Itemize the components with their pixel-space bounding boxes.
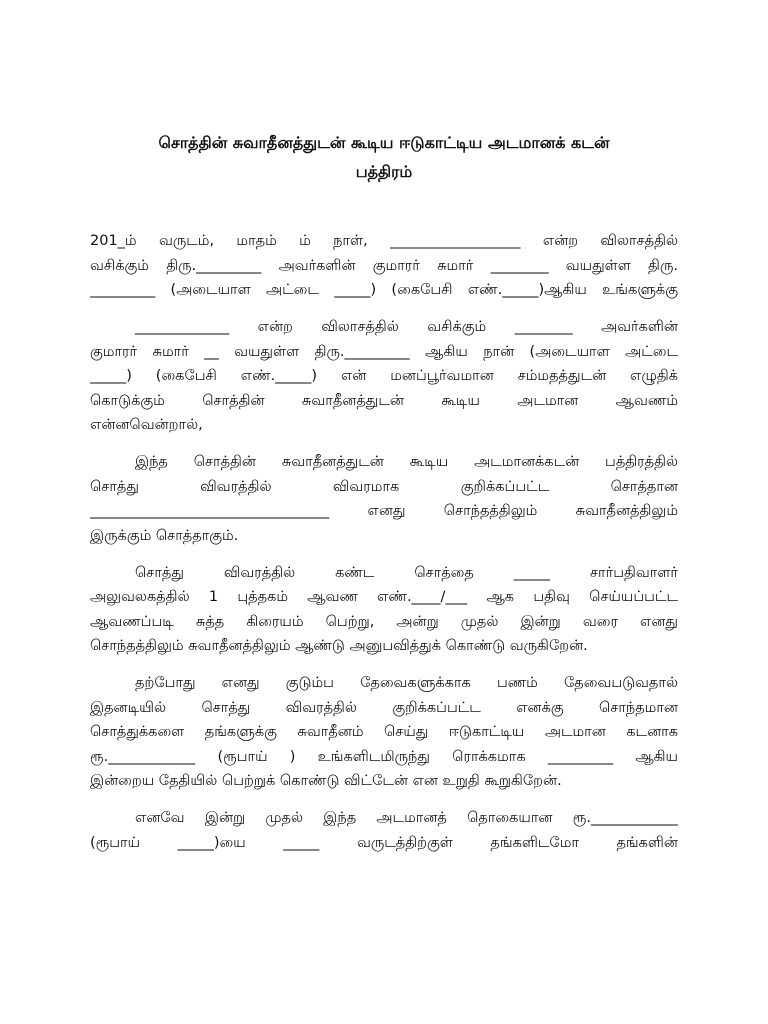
text-line: என்னவென்றால், (90, 417, 203, 433)
paragraph-1 (90, 229, 678, 303)
text-line: 201_ம் வருடம், மாதம் ம் நாள், __________________ என்ற விலாசத்தில் (90, 233, 678, 249)
text-line: _____) (கைபேசி எண்._____) என் மனப்பூர்வமான சம்மதத்துடன் எழுதிக் (90, 368, 678, 384)
text-line: இருக்கும் சொத்தாகும். (90, 527, 239, 544)
text-line: (ரூபாய் _____)யை _____ வருடத்திற்குள் தங்களிடமோ தங்களின் (90, 834, 678, 851)
text-line: ஆவணப்படி சுத்த கிரையம் பெற்று, அன்று முதல் இன்று வரை எனது (90, 613, 678, 630)
text-line: ரூ.____________ (ரூபாய் ) உங்களிடமிருந்து ரொக்கமாக _________ ஆகிய (90, 748, 678, 765)
text-line: இதனடியில் சொத்து விவரத்தில் குறிக்கப்பட்ட எனக்கு சொந்தமான (90, 699, 678, 716)
text-line: குமாரர் சுமார் __ வயதுள்ள திரு._________ ஆகிய நான் (அடையாள அட்டை (90, 343, 678, 360)
document-title (90, 128, 678, 186)
text-line: இந்த சொத்தின் சுவாதீனத்துடன் கூடிய அடமானக்கடன் பத்திரத்தில் (135, 454, 678, 470)
text-line: சொத்து விவரத்தில் கண்ட சொத்தை _____ சார்பதிவாளர் (135, 564, 678, 581)
text-line: அலுவலகத்தில் 1 புத்தகம் ஆவண எண்.____/___ ஆக பதிவு செய்யப்பட்ட (90, 589, 678, 605)
text-line: எனவே இன்று முதல் இந்த அடமானத் தொகையான ரூ.____________ (135, 810, 678, 826)
text-line: கொடுக்கும் சொத்தின் சுவாதீனத்துடன் கூடிய அடமான ஆவணம் (90, 392, 678, 409)
text-line: சொந்தத்திலும் சுவாதீனத்திலும் ஆண்டு அனுபவித்துக் கொண்டு வருகிறேன். (90, 638, 588, 654)
text-line: _________ (அடையாள அட்டை _____) (கைபேசி எண்._____)ஆகிய உங்களுக்கு (90, 282, 678, 298)
text-line: _____________ என்ற விலாசத்தில் வசிக்கும் ________ அவர்களின் (135, 319, 678, 335)
paragraph-2 (90, 315, 678, 438)
text-line: _________________________________ எனது சொந்தத்திலும் சுவாதீனத்திலும் (90, 503, 678, 519)
paragraph-5 (90, 671, 678, 794)
title-line-2: பத்திரம் (355, 162, 413, 181)
paragraph-6 (90, 806, 678, 855)
document-body (90, 229, 678, 855)
text-line: இன்றைய தேதியில் பெற்றுக் கொண்டு விட்டேன் என உறுதி கூறுகிறேன். (90, 773, 562, 789)
title-line-1: சொத்தின் சுவாதீனத்துடன் கூடிய ஈடுகாட்டிய அடமானக் கடன் (158, 133, 610, 152)
text-line: தற்போது எனது குடும்ப தேவைகளுக்காக பணம் தேவைபடுவதால் (135, 675, 678, 691)
text-line: சொத்துக்களை தங்களுக்கு சுவாதீனம் செய்து ஈடுகாட்டிய அடமான கடனாக (90, 724, 678, 740)
text-line: வசிக்கும் திரு._________ அவர்களின் குமாரர் சுமார் ________ வயதுள்ள திரு. (90, 257, 678, 274)
text-line: சொத்து விவரத்தில் விவரமாக குறிக்கப்பட்ட சொத்தான (90, 478, 678, 495)
paragraph-3 (90, 450, 678, 548)
paragraph-4 (90, 561, 678, 659)
